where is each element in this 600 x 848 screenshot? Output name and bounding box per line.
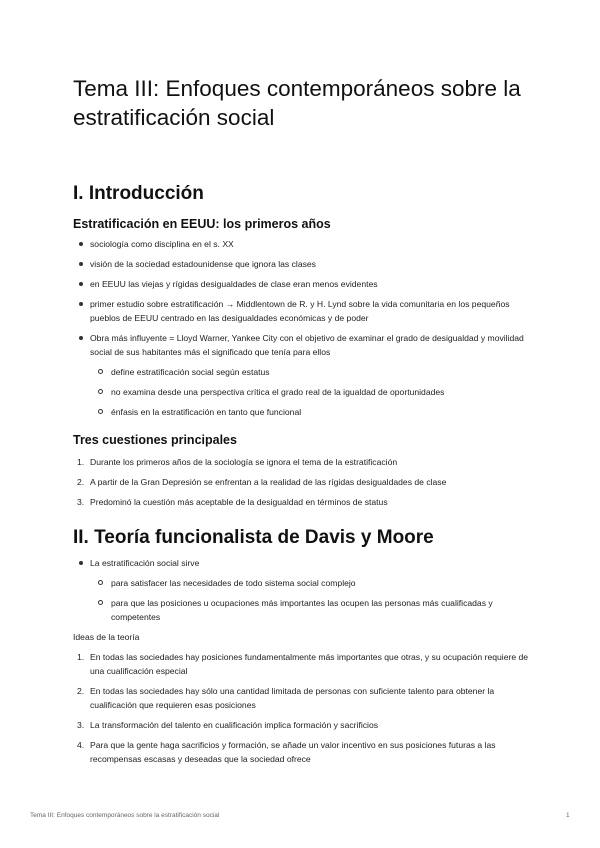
list-item: primer estudio sobre estratificación → Middlentown de R. y H. Lynd sobre la vida comunitaria en los pequeños pueblos de EEUU centrado en las desigualdades económicas y de poder	[73, 297, 533, 325]
numbered-item: 1. Durante los primeros años de la sociología se ignora el tema de la estratificación	[77, 457, 398, 467]
document-title: Tema III: Enfoques contemporáneos sobre la estratificación social	[73, 76, 521, 130]
davis-moore-bullet-list	[73, 556, 533, 630]
section-heading-davis-moore: II. Teoría funcionalista de Davis y Moore	[73, 527, 434, 548]
nested-list-item: define estratificación social según estatus	[90, 365, 533, 379]
numbered-item: 2. En todas las sociedades hay sólo una cantidad limitada de personas con suficiente talento para obtener la cualificación que requieren esas posiciones	[77, 686, 495, 710]
list-item-text: La estratificación social sirve	[90, 558, 200, 568]
nested-list-item: no examina desde una perspectiva crítica el grado real de la igualdad de oportunidades	[90, 385, 533, 399]
nested-bullet-list	[90, 365, 533, 419]
footer-title: Tema III: Enfoques contemporáneos sobre la estratificación social	[30, 812, 220, 819]
list-item: sociología como disciplina en el s. XX	[73, 237, 533, 251]
numbered-item: 1. En todas las sociedades hay posiciones fundamentalmente más importantes que otras, y su ocupación requiere de una cualificación especial	[77, 652, 529, 676]
nested-list-item: énfasis en la estratificación en tanto que funcional	[90, 405, 533, 419]
ideas-list	[73, 650, 533, 766]
list-item: visión de la sociedad estadounidense que ignora las clases	[73, 257, 533, 271]
numbered-item: 3. Predominó la cuestión más aceptable de la desigualdad en términos de status	[77, 497, 388, 507]
nested-list-item: para satisfacer las necesidades de todo sistema social complejo	[90, 576, 533, 590]
page-number: 1	[566, 812, 570, 819]
ideas-label: Ideas de la teoría	[73, 632, 140, 642]
intro-bullet-list	[73, 237, 533, 425]
numbered-item: 2. A partir de la Gran Depresión se enfrentan a la realidad de las rígidas desigualdades de clase	[77, 477, 447, 487]
list-item	[73, 331, 533, 419]
nested-list-item: para que las posiciones u ocupaciones más importantes las ocupen las personas más cualificadas y competentes	[90, 596, 533, 624]
nested-bullet-list	[90, 576, 533, 624]
section-heading-introduccion: I. Introducción	[73, 183, 204, 204]
numbered-item: 4. Para que la gente haga sacrificios y formación, se añade un valor incentivo en sus posiciones futuras a las recompensas escasas y deseadas que la sociedad ofrece	[77, 740, 496, 764]
list-item-text: Obra más influyente = Lloyd Warner, Yankee City con el objetivo de examinar el grado de desigualdad y movilidad social de sus habitantes más el significado que tenía para ellos	[90, 333, 524, 357]
numbered-item: 3. La transformación del talento en cualificación implica formación y sacrificios	[77, 720, 379, 730]
tres-cuestiones-list	[73, 455, 533, 509]
list-item	[73, 556, 533, 624]
list-item: en EEUU las viejas y rígidas desigualdades de clase eran menos evidentes	[73, 277, 533, 291]
subheading-tres-cuestiones: Tres cuestiones principales	[73, 433, 237, 447]
subheading-estratificacion-eeuu: Estratificación en EEUU: los primeros años	[73, 217, 331, 231]
